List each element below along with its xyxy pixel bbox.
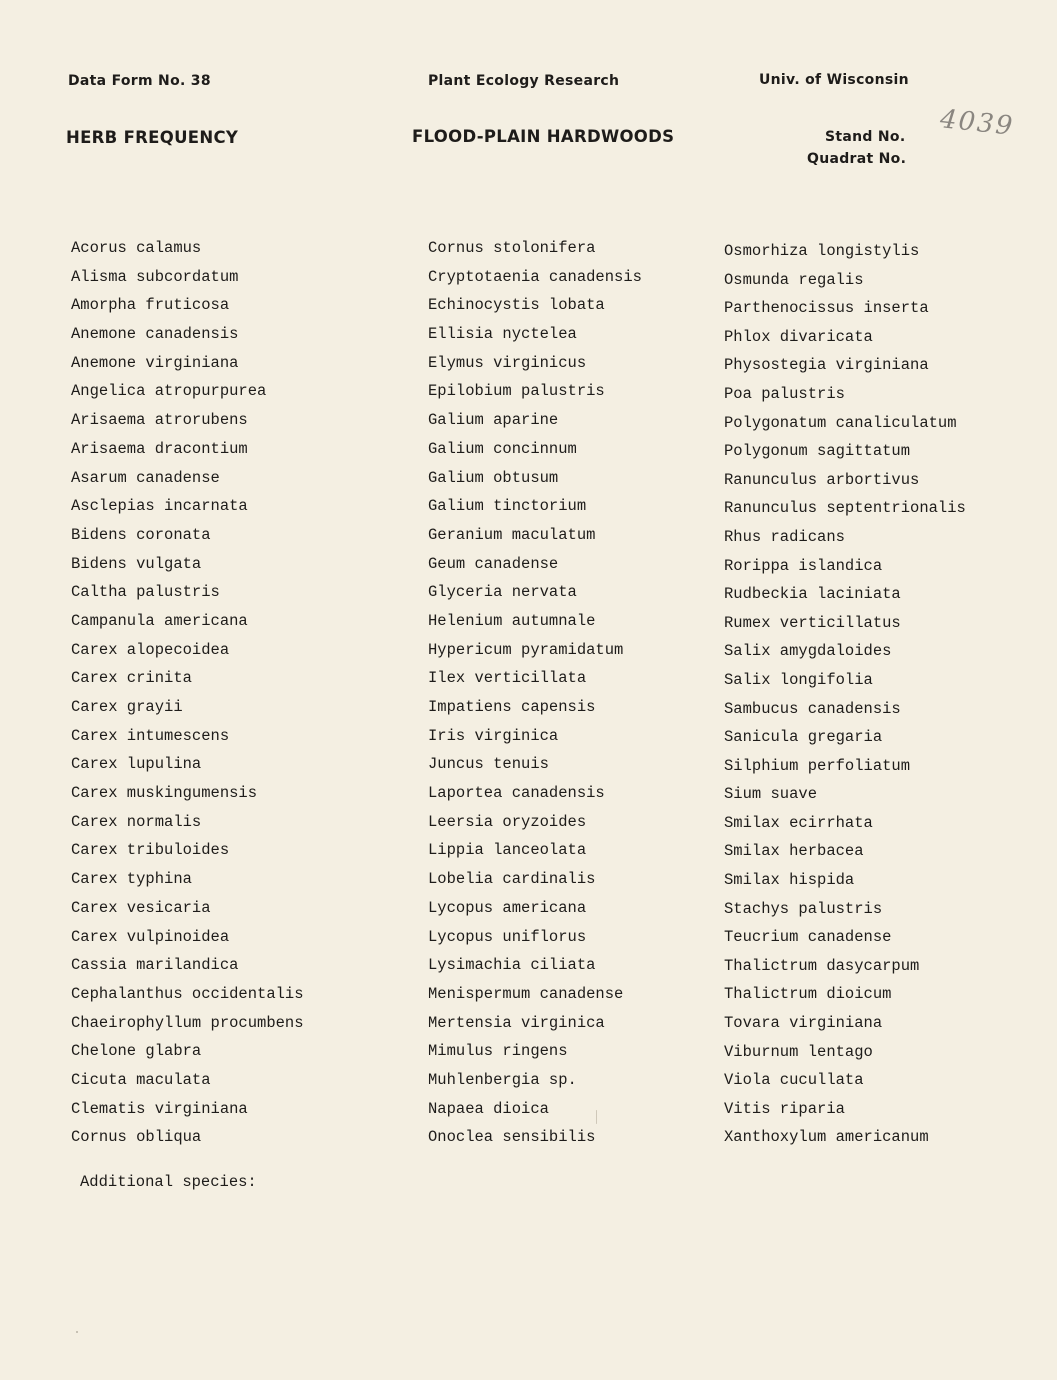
species-item: Rumex verticillatus — [724, 613, 901, 632]
species-item: Carex intumescens — [71, 726, 230, 745]
species-item: Viburnum lentago — [724, 1042, 873, 1061]
species-item: Amorpha fruticosa — [71, 296, 230, 315]
species-item: Mertensia virginica — [428, 1013, 605, 1032]
species-item: Stachys palustris — [724, 899, 883, 918]
species-item: Teucrium canadense — [724, 928, 892, 947]
form-number: Data Form No. 38 — [68, 73, 211, 89]
species-item: Ranunculus arbortivus — [724, 470, 920, 489]
species-item: Clematis virginiana — [71, 1099, 248, 1118]
species-item: Impatiens capensis — [428, 698, 596, 716]
species-item: Leersia oryzoides — [428, 812, 587, 831]
species-item: Ellisia nyctelea — [428, 325, 577, 344]
species-item: Chaeirophyllum procumbens — [71, 1013, 304, 1032]
species-item: Epilobium palustris — [428, 382, 605, 401]
species-item: Glyceria nervata — [428, 583, 577, 602]
species-item: Laportea canadensis — [428, 784, 605, 803]
quadrat-label: Quadrat No. — [807, 151, 907, 167]
paper-speck — [596, 1110, 597, 1124]
species-item: Osmorhiza longistylis — [724, 242, 920, 260]
species-item: Thalictrum dioicum — [724, 985, 892, 1004]
species-item: Cicuta maculata — [71, 1070, 211, 1089]
species-item: Elymus virginicus — [428, 353, 587, 372]
species-item: Anemone virginiana — [71, 353, 239, 372]
species-item: Galium aparine — [428, 411, 559, 430]
species-item: Muhlenbergia sp. — [428, 1070, 577, 1089]
species-item: Galium obtusum — [428, 468, 559, 487]
species-item: Xanthoxylum americanum — [724, 1128, 929, 1147]
species-item: Cassia marilandica — [71, 956, 239, 975]
species-item: Poa palustris — [724, 384, 845, 403]
species-item: Caltha palustris — [71, 583, 220, 602]
species-item: Onoclea sensibilis — [428, 1128, 596, 1147]
species-item: Galium tinctorium — [428, 497, 587, 516]
stand-number-handwritten: 4039 — [938, 104, 1016, 142]
species-item: Geranium maculatum — [428, 525, 596, 544]
species-item: Carex tribuloides — [71, 841, 230, 860]
species-item: Silphium perfoliatum — [724, 756, 911, 775]
species-item: Smilax hispida — [724, 871, 855, 890]
species-item: Salix amygdaloides — [724, 642, 892, 661]
species-item: Physostegia virginiana — [724, 356, 929, 375]
species-item: Asclepias incarnata — [71, 497, 248, 516]
species-item: Salix longifolia — [724, 670, 873, 689]
species-item: Sanicula gregaria — [724, 728, 883, 747]
species-item: Rudbeckia laciniata — [724, 585, 901, 604]
species-item: Ilex verticillata — [428, 669, 587, 688]
species-item: Smilax ecirrhata — [724, 813, 873, 832]
species-item: Carex normalis — [71, 812, 202, 831]
species-item: Osmunda regalis — [724, 270, 864, 289]
species-item: Acorus calamus — [71, 239, 202, 257]
species-item: Asarum canadense — [71, 468, 220, 487]
species-item: Angelica atropurpurea — [71, 382, 267, 401]
institution-name: Univ. of Wisconsin — [759, 72, 909, 88]
species-item: Chelone glabra — [71, 1042, 202, 1061]
species-item: Bidens vulgata — [71, 554, 202, 573]
species-item: Sambucus canadensis — [724, 699, 901, 718]
species-item: Lycopus uniflorus — [428, 927, 587, 946]
species-item: Arisaema dracontium — [71, 439, 248, 458]
species-item: Rhus radicans — [724, 527, 845, 546]
program-name: Plant Ecology Research — [428, 73, 620, 89]
species-item: Smilax herbacea — [724, 842, 864, 861]
species-item: Lycopus americana — [428, 898, 587, 917]
species-item: Viola cucullata — [724, 1071, 864, 1090]
species-item: Galium concinnum — [428, 439, 577, 458]
species-item: Menispermum canadense — [428, 984, 624, 1003]
species-item: Carex muskingumensis — [71, 784, 258, 803]
species-item: Carex vulpinoidea — [71, 927, 230, 946]
species-item: Hypericum pyramidatum — [428, 640, 624, 659]
species-item: Lysimachia ciliata — [428, 956, 596, 975]
species-column-1 — [71, 238, 304, 1156]
stand-label: Stand No. — [825, 129, 906, 145]
species-item: Mimulus ringens — [428, 1042, 568, 1061]
species-item: Tovara virginiana — [724, 1014, 883, 1033]
species-item: Polygonum sagittatum — [724, 442, 911, 461]
species-item: Cryptotaenia canadensis — [428, 267, 642, 286]
species-item: Campanula americana — [71, 611, 248, 630]
species-item: Sium suave — [724, 785, 818, 804]
species-item: Carex typhina — [71, 870, 192, 889]
species-item: Juncus tenuis — [428, 755, 549, 774]
species-item: Cornus stolonifera — [428, 239, 596, 257]
species-item: Vitis riparia — [724, 1099, 845, 1118]
species-column-2 — [428, 238, 642, 1156]
species-item: Alisma subcordatum — [71, 267, 239, 286]
species-item: Carex grayii — [71, 698, 183, 716]
species-item: Anemone canadensis — [71, 325, 239, 344]
community-title: FLOOD-PLAIN HARDWOODS — [412, 127, 675, 146]
species-item: Cornus obliqua — [71, 1128, 202, 1147]
species-item: Polygonatum canaliculatum — [724, 413, 957, 432]
species-column-3 — [724, 241, 966, 1156]
species-item: Carex alopecoidea — [71, 640, 230, 659]
additional-species-label: Additional species: — [80, 1173, 257, 1191]
species-item: Carex vesicaria — [71, 898, 211, 917]
paper-speck — [76, 1331, 78, 1333]
species-item: Lippia lanceolata — [428, 841, 587, 860]
species-item: Geum canadense — [428, 554, 559, 573]
species-item: Parthenocissus inserta — [724, 299, 929, 318]
form-title: HERB FREQUENCY — [66, 128, 239, 147]
species-item: Arisaema atrorubens — [71, 411, 248, 430]
species-item: Carex crinita — [71, 669, 192, 688]
species-item: Phlox divaricata — [724, 327, 873, 346]
species-item: Helenium autumnale — [428, 611, 596, 630]
species-item: Thalictrum dasycarpum — [724, 956, 920, 975]
species-item: Lobelia cardinalis — [428, 870, 596, 889]
species-item: Rorippa islandica — [724, 556, 883, 575]
species-item: Napaea dioica — [428, 1099, 549, 1118]
species-item: Echinocystis lobata — [428, 296, 605, 315]
species-item: Iris virginica — [428, 726, 559, 745]
species-item: Cephalanthus occidentalis — [71, 984, 304, 1003]
species-item: Ranunculus septentrionalis — [724, 499, 966, 518]
species-item: Bidens coronata — [71, 525, 211, 544]
species-item: Carex lupulina — [71, 755, 202, 774]
